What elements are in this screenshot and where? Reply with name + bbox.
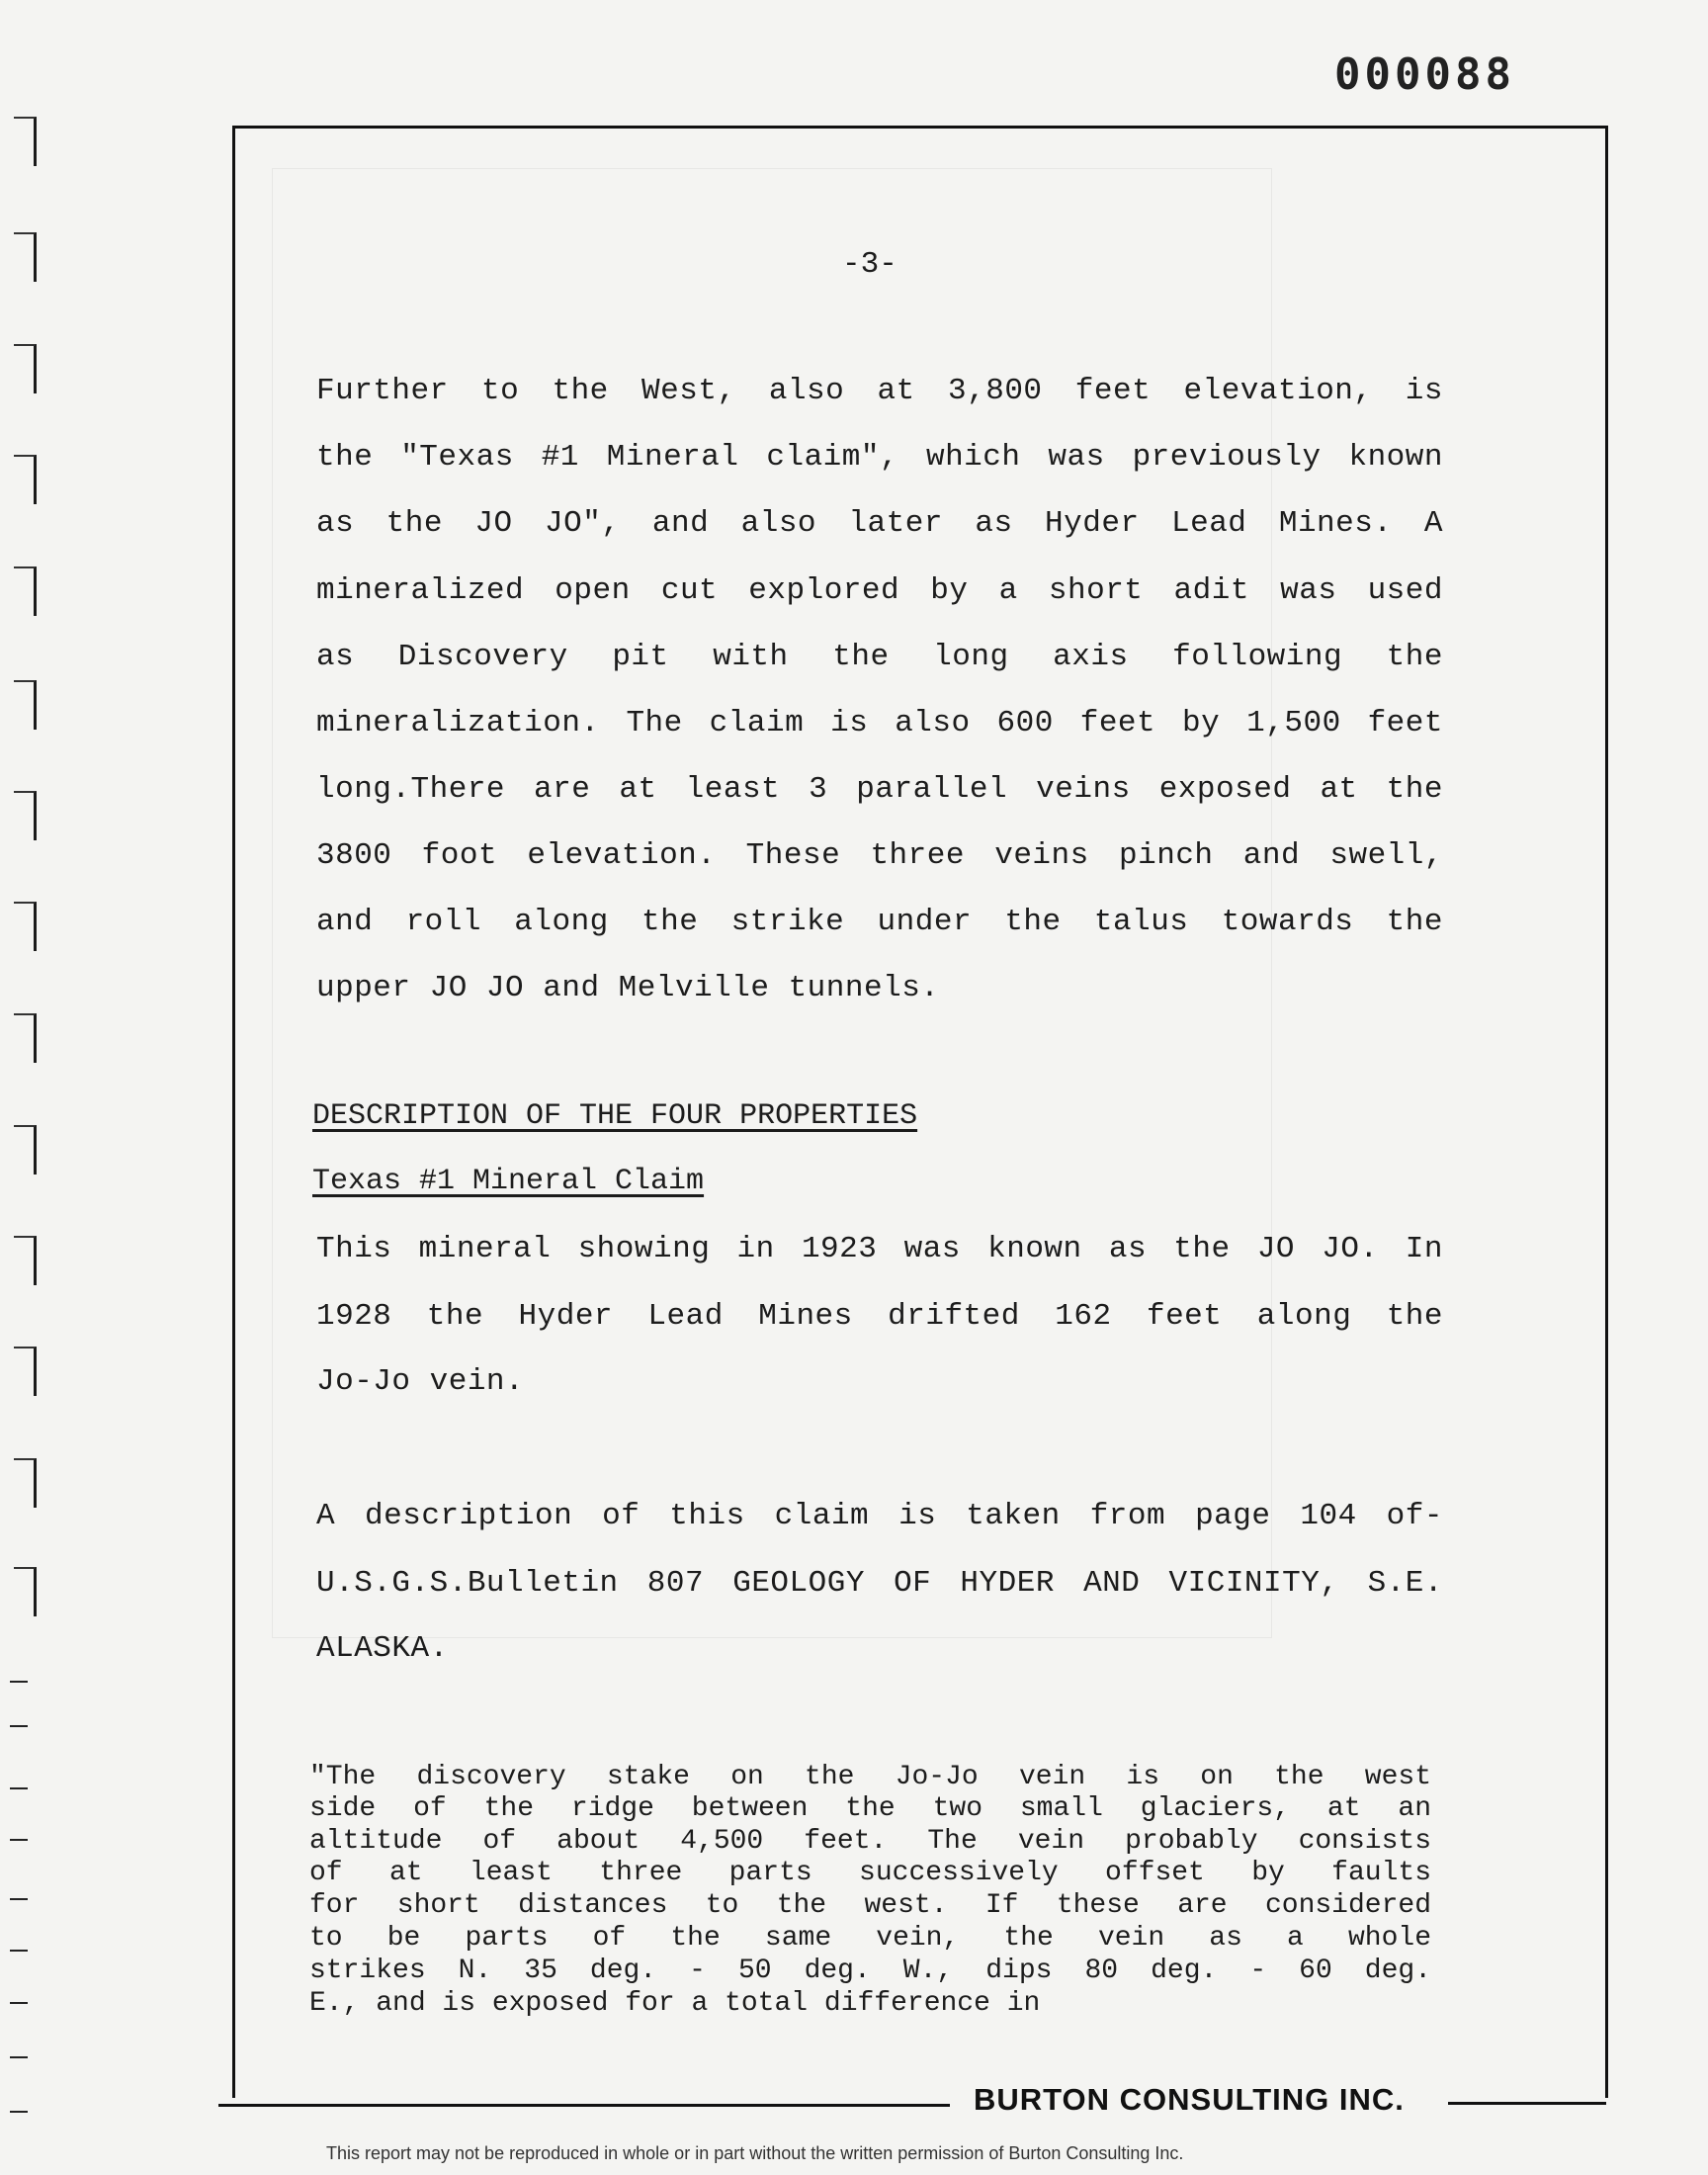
text-line: A description of this claim is taken from page 104 of- [316, 1499, 1443, 1533]
copyright-notice: This report may not be reproduced in whole or in part without the written permission of Burton Consulting Inc. [326, 2143, 1184, 2163]
binder-tick [10, 1950, 28, 1952]
text-line: 3800 foot elevation. These three veins pinch and swell, [316, 838, 1443, 873]
subheading: Texas #1 Mineral Claim [312, 1165, 705, 1198]
quote-line: of at least three parts successively offset by faults [309, 1858, 1431, 1888]
text-line: mineralization. The claim is also 600 feet by 1,500 feet [316, 706, 1443, 740]
text-line: as Discovery pit with the long axis following the [316, 640, 1443, 674]
text-line: the "Texas #1 Mineral claim", which was previously known [316, 440, 1443, 475]
text-line: and roll along the strike under the talus towards the [316, 905, 1443, 939]
binder-tick [10, 1898, 28, 1900]
text-line: mineralized open cut explored by a short adit was used [316, 573, 1443, 608]
binder-mark [14, 344, 37, 393]
quote-line: strikes N. 35 deg. - 50 deg. W., dips 80 deg. - 60 deg. [309, 1956, 1431, 1986]
text-line: as the JO JO", and also later as Hyder Lead Mines. A [316, 506, 1443, 541]
page-number: -3- [842, 247, 897, 282]
text-line: 1928 the Hyder Lead Mines drifted 162 feet along the [316, 1299, 1443, 1334]
text-line: long.There are at least 3 parallel veins exposed at the [316, 772, 1443, 807]
binder-tick [10, 1839, 28, 1841]
binder-mark [14, 232, 37, 282]
binder-mark [14, 791, 37, 840]
binder-mark [14, 455, 37, 504]
binder-mark [14, 117, 37, 166]
text-line: This mineral showing in 1923 was known as the JO JO. In [316, 1232, 1443, 1266]
section-heading: DESCRIPTION OF THE FOUR PROPERTIES [312, 1099, 918, 1133]
binder-mark [14, 1458, 37, 1508]
frame-bottom-rule [1448, 2102, 1606, 2105]
text-line: Further to the West, also at 3,800 feet elevation, is [316, 374, 1443, 408]
binder-tick [10, 2111, 28, 2113]
text-line: U.S.G.S.Bulletin 807 GEOLOGY OF HYDER AND VICINITY, S.E. [316, 1566, 1443, 1601]
binder-tick [10, 2056, 28, 2058]
text-line: upper JO JO and Melville tunnels. [316, 971, 940, 1005]
quote-line: for short distances to the west. If these are considered [309, 1890, 1431, 1921]
quote-line: side of the ridge between the two small glaciers, at an [309, 1793, 1431, 1824]
binder-mark [14, 1013, 37, 1063]
quote-line: E., and is exposed for a total difference in [309, 1988, 1041, 2019]
binder-tick [10, 2002, 28, 2004]
binder-mark [14, 902, 37, 951]
binder-tick [10, 1787, 28, 1789]
document-id: 000088 [1334, 49, 1515, 100]
quote-line: altitude of about 4,500 feet. The vein probably consists [309, 1826, 1431, 1857]
binder-mark [14, 566, 37, 616]
binder-mark [14, 1347, 37, 1396]
text-line: Jo-Jo vein. [316, 1364, 525, 1399]
company-name: BURTON CONSULTING INC. [974, 2082, 1405, 2117]
binder-tick [10, 1725, 28, 1727]
quote-line: "The discovery stake on the Jo-Jo vein is on the west [309, 1762, 1431, 1792]
binder-mark [14, 1125, 37, 1174]
quote-line: to be parts of the same vein, the vein as a whole [309, 1923, 1431, 1954]
frame-bottom-rule [218, 2104, 950, 2107]
binder-mark [14, 1236, 37, 1285]
binder-mark [14, 1567, 37, 1616]
text-line: ALASKA. [316, 1631, 449, 1666]
binder-mark [14, 680, 37, 730]
binder-tick [10, 1681, 28, 1683]
